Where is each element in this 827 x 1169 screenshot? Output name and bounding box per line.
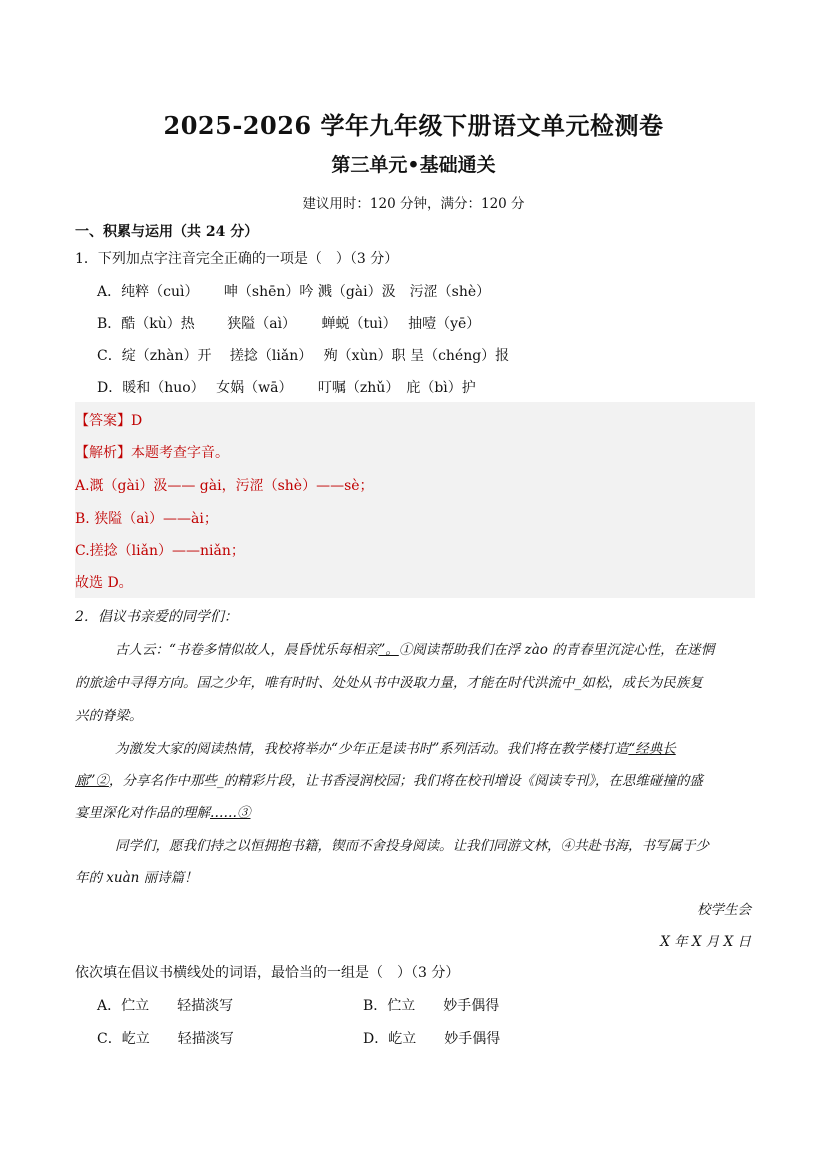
analysis-label: 【解析】本题考查字音。 (75, 445, 229, 461)
question-2-stem: 2．倡议书亲爱的同学们： (75, 609, 238, 625)
passage-p1-line1 (115, 638, 714, 658)
passage-p3-line2: 年的 xuàn 丽诗篇！ (75, 870, 198, 886)
passage-p1-line2: 的旅途中寻得方向。国之少年，唯有时时、处处从书中汲取力量，才能在时代洪流中_如松，成长为民族复 (75, 675, 703, 691)
passage-underline: 廊”② (75, 773, 109, 789)
q2-option-d: D．屹立 妙手偶得 (363, 1031, 501, 1047)
unit-subtitle: 第三单元•基础通关 (331, 154, 496, 176)
question-1-stem: 1．下列加点字注音完全正确的一项是（ ）（3 分） (75, 251, 399, 267)
q1-option-d: D．暖和（huo） 女娲（wā） 叮嘱（zhǔ） 庇（bì）护 (97, 380, 476, 396)
analysis-note-a: A.溉（gài）汲—— gài，污涩（shè）——sè； (75, 478, 374, 494)
analysis-conclusion: 故选 D。 (75, 575, 133, 591)
analysis-note-b: B. 狭隘（aì）——ài； (75, 511, 218, 527)
passage-p2-line1 (115, 737, 676, 757)
passage-underline: ……③ (210, 805, 251, 821)
passage-text: 宴里深化对作品的理解 (75, 805, 210, 821)
q1-option-b: B．酷（kù）热 狭隘（aì） 蝉蜕（tuì） 抽噎（yē） (97, 316, 481, 332)
analysis-note-c: C.搓捻（liǎn）——niǎn； (75, 543, 245, 559)
q2-option-b: B．伫立 妙手偶得 (363, 998, 500, 1014)
section-heading: 一、积累与运用（共 24 分） (75, 224, 259, 240)
q1-option-a: A．纯粹（cuì） 呻（shēn）吟 溅（gài）汲 污涩（shè） (97, 284, 491, 300)
q2-option-c: C．屹立 轻描淡写 (97, 1031, 234, 1047)
answer-label: 【答案】D (75, 413, 143, 429)
signature: 校学生会 (697, 902, 751, 918)
q1-option-c: C．绽（zhàn）开 搓捻（liǎn） 殉（xùn）职 呈（chéng）报 (97, 348, 510, 364)
passage-p3-line1: 同学们，愿我们持之以恒拥抱书籍，锲而不舍投身阅读。让我们同游文林，④共赴书海，书写属于少 (115, 838, 709, 854)
passage-text: ①阅读帮助我们在浮 zào 的青春里沉淀心性，在迷惘 (398, 642, 715, 658)
q2-option-a: A．伫立 轻描淡写 (97, 998, 234, 1014)
passage-text: 古人云：“书卷多情似故人，晨昏忧乐每相亲 (115, 642, 379, 658)
answer-box (75, 402, 755, 598)
passage-p2-line2 (75, 769, 703, 789)
passage-underline: ”。 (378, 642, 399, 658)
passage-p2-line3 (75, 801, 251, 821)
date: X 年 X 月 X 日 (660, 934, 751, 950)
passage-underline: “经典长 (628, 741, 676, 757)
time-info: 建议用时：120 分钟，满分：120 分 (302, 196, 525, 212)
passage-p1-line3: 兴的脊梁。 (75, 708, 143, 724)
q2-sub-question: 依次填在倡议书横线处的词语，最恰当的一组是（ ）（3 分） (75, 965, 460, 981)
passage-text: 为激发大家的阅读热情，我校将举办“少年正是读书时”系列活动。我们将在教学楼打造 (115, 741, 629, 757)
passage-text: ，分享名作中那些_的精彩片段，让书香浸润校园；我们将在校刊增设《阅读专刊》，在思维碰撞的盛 (108, 773, 703, 789)
page-title: 2025-2026 学年九年级下册语文单元检测卷 (163, 111, 664, 140)
